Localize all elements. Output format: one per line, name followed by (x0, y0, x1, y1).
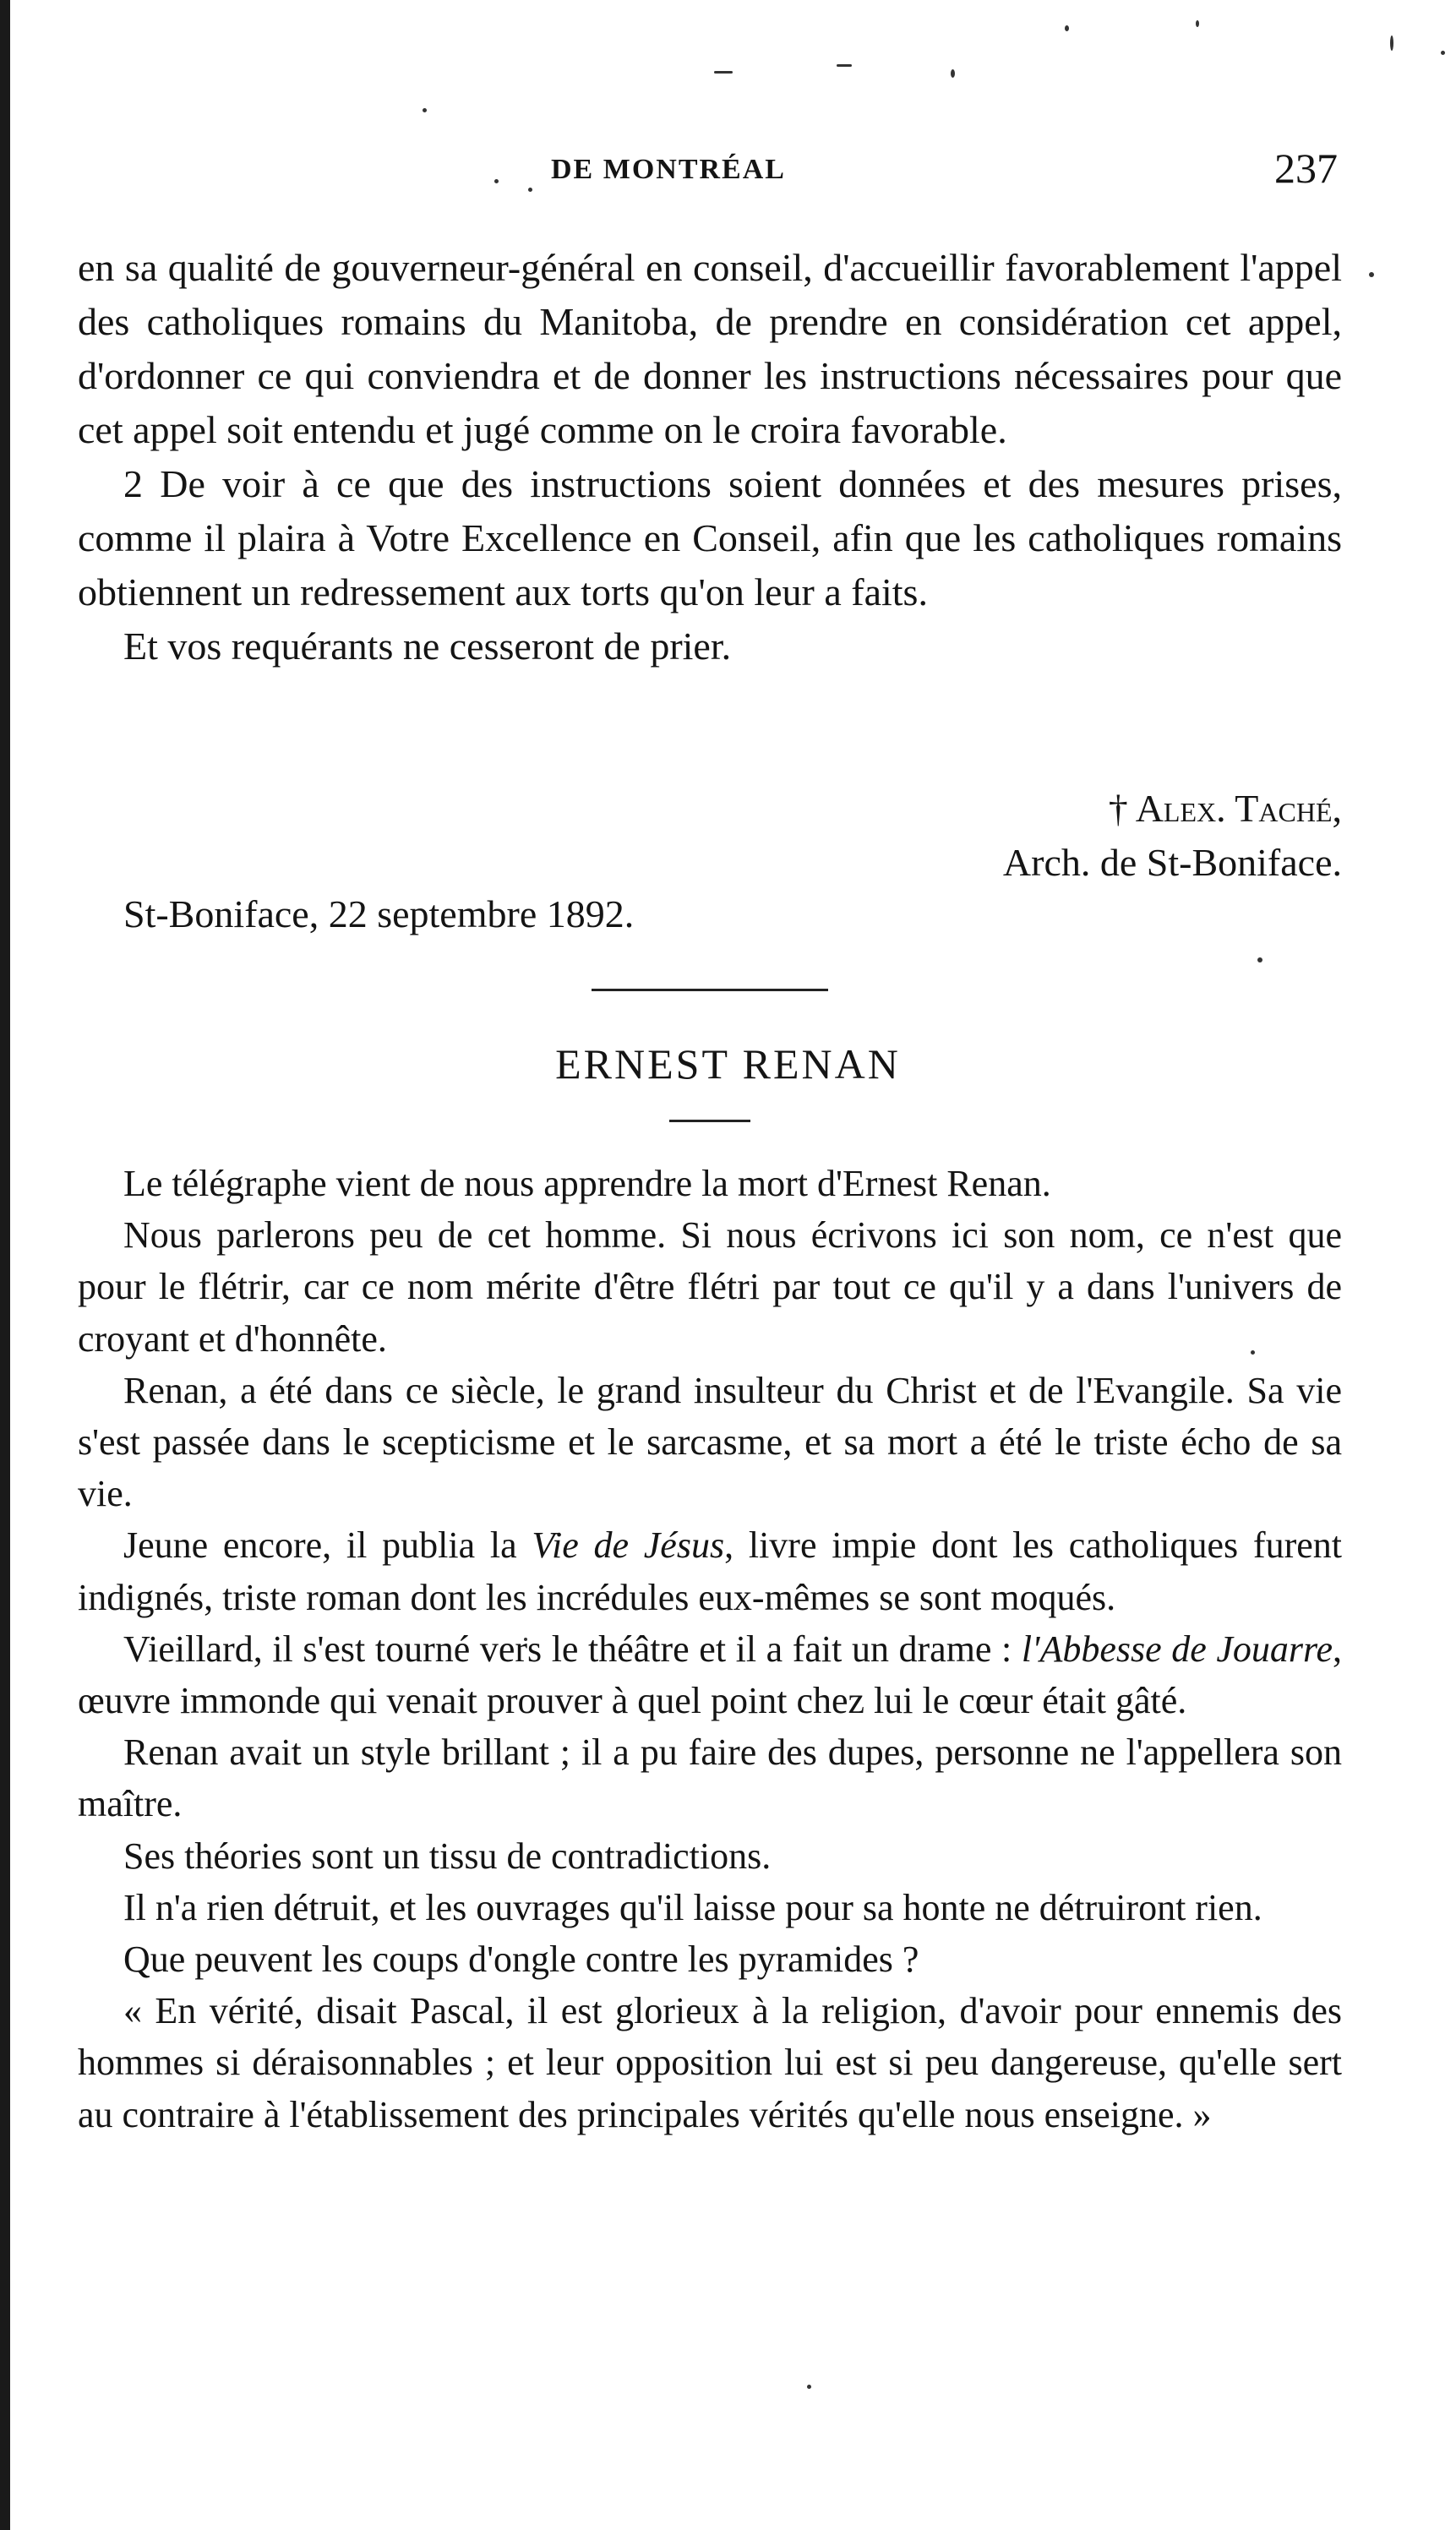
text-run: , livre impie dont les catholiques furent indignés, triste roman dont les incrédules eux-mêmes se sont moqués. (78, 1524, 1342, 1618)
signatory-name: † Alex. Taché, (1108, 787, 1342, 830)
play-title: l'Abbesse de Jouarre (1021, 1628, 1333, 1670)
article-paragraph-6: Renan avait un style brillant ; il a pu faire des dupes, personne ne l'appellera son maître. (78, 1731, 1342, 1825)
text-run: , œuvre immonde qui venait prouver à quel point chez lui le cœur était gâté. (78, 1628, 1342, 1722)
article-paragraph-2: Nous parlerons peu de cet homme. Si nous écrivons ici son nom, ce n'est que pour le flétrir, car ce nom mérite d'être flétri par tout ce qu'il y a dans l'univers de croyant et d'honnête. (78, 1214, 1342, 1360)
page-number: 237 (1274, 144, 1338, 192)
article-title: ERNEST RENAN (555, 1040, 901, 1088)
signatory-title: Arch. de St-Boniface. (1002, 841, 1342, 884)
petition-text (78, 241, 1342, 673)
article-paragraph-1: Le télégraphe vient de nous apprendre la mort d'Ernest Renan. (123, 1163, 1051, 1204)
signature-block (78, 782, 1342, 951)
text-run: Jeune encore, il publia la (123, 1524, 532, 1567)
page-binding-edge (0, 0, 10, 2530)
title-underline (669, 1120, 750, 1122)
running-head: DE MONTRÉAL (551, 154, 786, 185)
petition-paragraph-2: 2 De voir à ce que des instructions soient données et des mesures prises, comme il plaira à Votre Excellence en Conseil, afin que les catholiques romains obtiennent un redressement aux torts qu'on leur a faits. (78, 462, 1342, 613)
article-paragraph-5 (78, 1623, 1342, 1726)
book-title: Vie de Jésus (532, 1524, 725, 1567)
text-run: Vieillard, il s'est tourné vers le théâtre et il a fait un drame : (123, 1628, 1022, 1670)
article-paragraph-4 (78, 1519, 1342, 1622)
petition-paragraph-1: en sa qualité de gouverneur-général en conseil, d'accueillir favorablement l'appel des catholiques romains du Manitoba, de prendre en considération cet appel, d'ordonner ce qui conviendra et de donner les instructions nécessaires pour que cet appel soit entendu et jugé comme on le croira favorable. (78, 246, 1342, 451)
article-body (78, 1158, 1342, 2140)
page-header (78, 127, 1338, 194)
article-paragraph-8: Il n'a rien détruit, et les ouvrages qu'il laisse pour sa honte ne détruiront rien. (123, 1886, 1262, 1928)
petition-paragraph-3: Et vos requérants ne cesseront de prier. (123, 624, 732, 668)
section-divider (592, 989, 828, 991)
article-paragraph-7: Ses théories sont un tissu de contradictions. (123, 1835, 772, 1877)
article-paragraph-3: Renan, a été dans ce siècle, le grand insulteur du Christ et de l'Evangile. Sa vie s'est passée dans le scepticisme et le sarcasme, et sa mort a été le triste écho de sa vie. (78, 1369, 1342, 1515)
article-paragraph-10: « En vérité, disait Pascal, il est glorieux à la religion, d'avoir pour ennemis des hommes si déraisonnables ; et leur opposition lui est si peu dangereuse, qu'elle sert au contraire à l'établissement des principales vérités qu'elle nous enseigne. » (78, 1990, 1342, 2135)
article-paragraph-9: Que peuvent les coups d'ongle contre les pyramides ? (123, 1938, 919, 1981)
place-date: St-Boniface, 22 septembre 1892. (123, 892, 635, 935)
